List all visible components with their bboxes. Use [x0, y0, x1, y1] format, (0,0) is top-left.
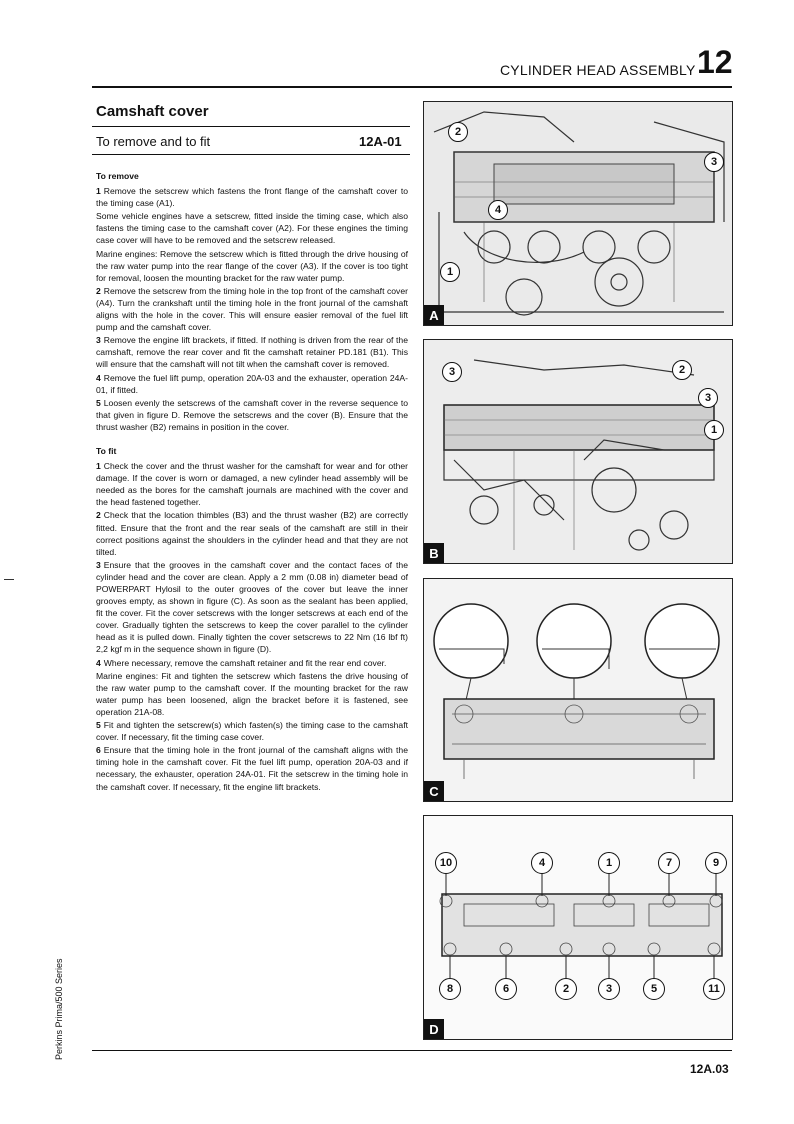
figure-d-callout: 2: [555, 978, 577, 1000]
remove-step: 4 Remove the fuel lift pump, operation 20A-03 and the exhauster, operation 24A-01, if fitted.: [96, 372, 408, 395]
figure-a-callout: 4: [488, 200, 508, 220]
figure-a-drawing: [424, 102, 732, 325]
remove-steps: [96, 185, 408, 433]
figure-d-callout: 6: [495, 978, 517, 1000]
remove-step: Marine engines: Remove the setscrew which is fitted through the drive housing of the raw water pump into the rear flange of the cover (A3). If the cover is too tight for removal, loosen the mounting bracket for the raw water pump.: [96, 248, 408, 283]
figure-d-callout: 9: [705, 852, 727, 874]
margin-dash: [4, 579, 14, 580]
operation-code: 12A-01: [359, 134, 402, 149]
fit-step: 6 Ensure that the timing hole in the front journal of the camshaft aligns with the timing hole in the camshaft cover. Fit the fuel lift pump, operation 20A-03 and if necessary, the exhauster, operation 24A-01. Fit the setscrew in the timing hole in the camshaft cover. If necessary, fit the engine lift brackets.: [96, 745, 408, 792]
fit-steps: [96, 460, 408, 793]
remove-step: 3 Remove the engine lift brackets, if fitted. If nothing is driven from the rear of the camshaft, remove the rear cover and fit the camshaft retainer PD.181 (B1). This will ensure that the camshaft will not tilt when the camshaft cover is removed.: [96, 335, 408, 370]
figure-b-callout: 3: [698, 388, 718, 408]
section-title: Camshaft cover: [96, 103, 209, 120]
figure-d-callout: 4: [531, 852, 553, 874]
page-code: 12A.03: [690, 1062, 729, 1076]
chapter-title: CYLINDER HEAD ASSEMBLY: [500, 62, 696, 78]
figure-c-sealant-grooves: [423, 578, 733, 802]
figure-d-callout: 8: [439, 978, 461, 1000]
chapter-number: 12: [697, 44, 733, 80]
figure-d-callout: 5: [643, 978, 665, 1000]
section-rule: [92, 126, 410, 127]
figure-a-callout: 1: [440, 262, 460, 282]
fit-heading: To fit: [96, 445, 117, 456]
remove-heading: To remove: [96, 171, 139, 181]
figure-d-callout: 3: [598, 978, 620, 1000]
fit-step: Marine engines: Fit and tighten the setscrew which fastens the drive housing of the raw water pump to the camshaft cover. If the mounting bracket for the raw water pump has been loosened, align the bracket before it is fastened, see operation 21A-08.: [96, 670, 408, 717]
figure-d-drawing: [424, 816, 732, 1039]
figure-a-letter: A: [424, 305, 444, 325]
figure-c-letter: C: [424, 781, 444, 801]
remove-step: 5 Loosen evenly the setscrews of the camshaft cover in the reverse sequence to that given in figure D. Remove the setscrews and the cover (B). Ensure that the thrust washer (B2) remains in position in the cover.: [96, 397, 408, 432]
figure-a-callout: 2: [448, 122, 468, 142]
operation-title: To remove and to fit: [96, 134, 211, 149]
fit-step: 5 Fit and tighten the setscrew(s) which fasten(s) the timing case to the camshaft cover. If necessary, fit the timing case cover.: [96, 720, 408, 743]
figure-b-cover-removed: [423, 339, 733, 564]
header-rule: [92, 86, 732, 88]
figure-a-callout: 3: [704, 152, 724, 172]
remove-step: Some vehicle engines have a setscrew, fitted inside the timing case, which also fastens the timing case to the camshaft cover (A2). For these engines the timing case cover will have to be removed and the setscrew released.: [96, 211, 408, 246]
remove-step: 1 Remove the setscrew which fastens the front flange of the camshaft cover to the timing case (A1).: [96, 186, 408, 209]
operation-rule: [92, 154, 410, 155]
figure-d-callout: 10: [435, 852, 457, 874]
figure-c-drawing: [424, 579, 732, 801]
fit-step: 3 Ensure that the grooves in the camshaft cover and the contact faces of the cylinder head and the cover are clean. Apply a 2 mm (0.08 in) diameter bead of POWERPART Hylosil to the outer grooves of the cover but leave the inner grooves empty, as shown in figure (C). As soon as the sealant has been applied, fit the cover. Fit the cover setscrews with the longer setscrews at each end of the cover. Gradually tighten the setscrews to keep the cover parallel to the cylinder head as it is pulled down. Finally tighten the cover setscrews to 22 Nm (16 lbf ft) 2,2 kgf m in the sequence shown in figure (D).: [96, 559, 408, 655]
figure-b-callout: 3: [442, 362, 462, 382]
footer-rule: [92, 1050, 732, 1051]
instructions-text: [96, 168, 408, 794]
figure-d-callout: 1: [598, 852, 620, 874]
figure-b-callout: 2: [672, 360, 692, 380]
fit-step: 4 Where necessary, remove the camshaft retainer and fit the rear end cover.: [96, 657, 387, 668]
figure-b-callout: 1: [704, 420, 724, 440]
figure-d-tightening-sequence: [423, 815, 733, 1040]
figure-a-engine-front: [423, 101, 733, 326]
figure-b-letter: B: [424, 543, 444, 563]
remove-step: 2 Remove the setscrew from the timing hole in the top front of the camshaft cover (A4). Turn the crankshaft until the timing hole in the front journal of the camshaft aligns with the hole in the cover. This will ensure easier removal of the fuel lift pump and the camshaft cover.: [96, 285, 408, 333]
figure-d-callout: 7: [658, 852, 680, 874]
figure-d-callout: 11: [703, 978, 725, 1000]
figure-d-letter: D: [424, 1019, 444, 1039]
series-side-label: Perkins Prima/500 Series: [54, 958, 64, 1060]
fit-step: 2 Check that the location thimbles (B3) and the thrust washer (B2) are correctly fitted. Ensure that the front and the rear seals of the camshaft are still in their correct positions against the shoulders in the cylinder head and that they are not tilted.: [96, 510, 408, 557]
fit-step: 1 Check the cover and the thrust washer for the camshaft for wear and for other damage. If the cover is worn or damaged, a new cylinder head assembly will be needed as the bores for the camshaft journals are machined with the cover and the head fastened together.: [96, 461, 408, 508]
